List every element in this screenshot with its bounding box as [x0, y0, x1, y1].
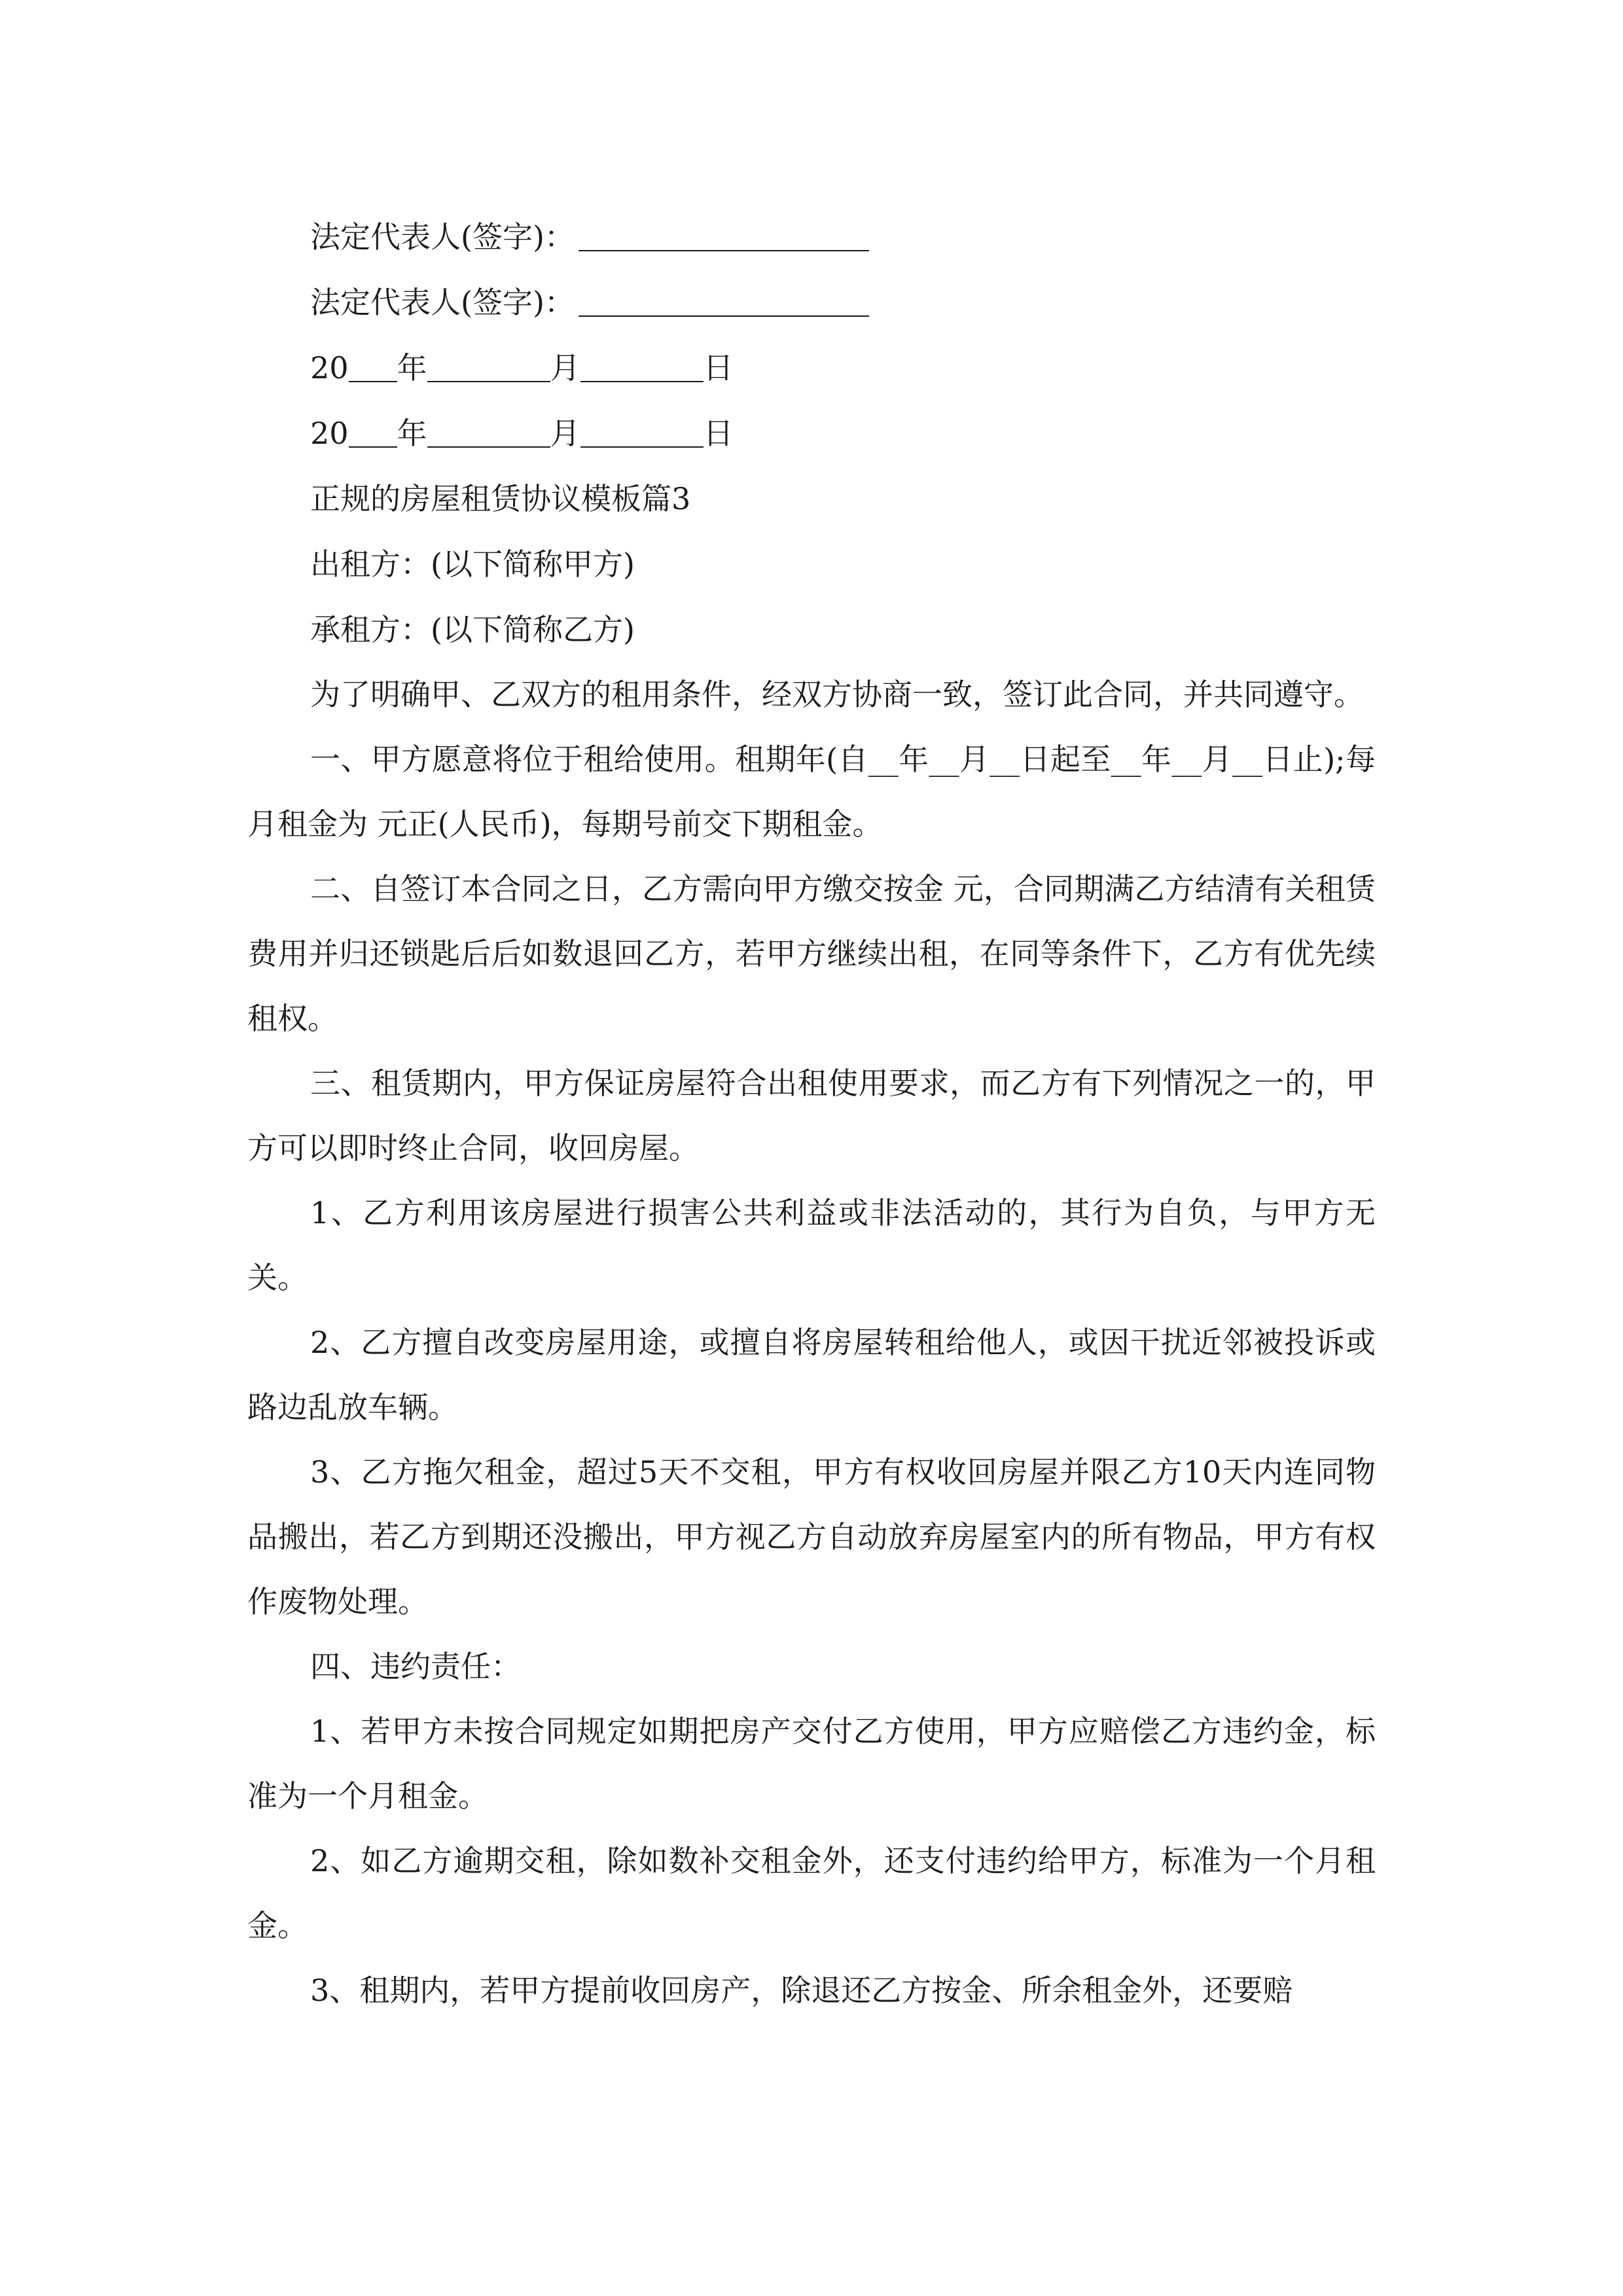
day-blank: [580, 416, 704, 448]
document-body: [247, 204, 1376, 2023]
paragraph-clause-3-item-2: 2、乙方擅自改变房屋用途，或擅自将房屋转租给他人，或因干扰近邻被投诉或路边乱放车辆。: [247, 1325, 1376, 1425]
year-unit: 年: [397, 416, 427, 451]
lessor-line: 出租方：(以下简称甲方): [310, 547, 635, 582]
paragraph-clause-3: 三、租赁期内，甲方保证房屋符合出租使用要求，而乙方有下列情况之一的，甲方可以即时终止合同，收回房屋。: [247, 1066, 1376, 1166]
month-unit: 月: [550, 416, 580, 451]
paragraph-clause-1: 一、甲方愿意将位于租给使用。租期年(自__年__月__日起至__年__月__日止);每月租金为 元正(人民币)，每期号前交下期租金。: [247, 742, 1376, 842]
paragraph-clause-2: 二、自签订本合同之日，乙方需向甲方缴交按金 元，合同期满乙方结清有关租赁费用并归还锁匙后后如数退回乙方，若甲方继续出租，在同等条件下，乙方有优先续租权。: [247, 871, 1376, 1036]
day-blank: [580, 351, 704, 382]
paragraph-clause-4-item-1: 1、若甲方未按合同规定如期把房产交付乙方使用，甲方应赔偿乙方违约金，标准为一个月租金。: [247, 1713, 1376, 1814]
year-blank: [349, 351, 397, 382]
date-line-2: [247, 401, 1376, 466]
year-blank: [349, 416, 397, 448]
signature-line-2: [247, 270, 1376, 335]
signature-line-1: [247, 204, 1376, 270]
month-unit: 月: [550, 350, 580, 386]
signature-label: 法定代表人(签字)：: [310, 285, 575, 320]
year-prefix: 20: [310, 416, 349, 451]
day-unit: 日: [703, 350, 734, 386]
paragraph-preamble: 为了明确甲、乙双方的租用条件，经双方协商一致，签订此合同，并共同遵守。: [310, 677, 1364, 712]
day-unit: 日: [703, 416, 734, 451]
section-title: 正规的房屋租赁协议模板篇3: [310, 481, 691, 516]
lessee-line: 承租方：(以下简称乙方): [310, 612, 635, 647]
paragraph-clause-4-item-2: 2、如乙方逾期交租，除如数补交租金外，还支付违约给甲方，标准为一个月租金。: [247, 1843, 1376, 1943]
paragraph-clause-3-item-3: 3、乙方拖欠租金，超过5天不交租，甲方有权收回房屋并限乙方10天内连同物品搬出，若乙方到期还没搬出，甲方视乙方自动放弃房屋室内的所有物品，甲方有权作废物处理。: [247, 1454, 1376, 1619]
signature-label: 法定代表人(签字)：: [310, 219, 575, 255]
signature-blank: [579, 220, 869, 251]
year-unit: 年: [397, 350, 427, 386]
month-blank: [427, 416, 550, 448]
signature-blank: [579, 285, 869, 317]
year-prefix: 20: [310, 350, 349, 386]
paragraph-clause-3-item-1: 1、乙方利用该房屋进行损害公共利益或非法活动的，其行为自负，与甲方无关。: [247, 1195, 1376, 1295]
paragraph-clause-4-heading: 四、违约责任：: [310, 1649, 521, 1684]
date-line-1: [247, 335, 1376, 401]
paragraph-clause-4-item-3: 3、租期内，若甲方提前收回房产，除退还乙方按金、所余租金外，还要赔: [310, 1973, 1293, 2008]
month-blank: [427, 351, 550, 382]
